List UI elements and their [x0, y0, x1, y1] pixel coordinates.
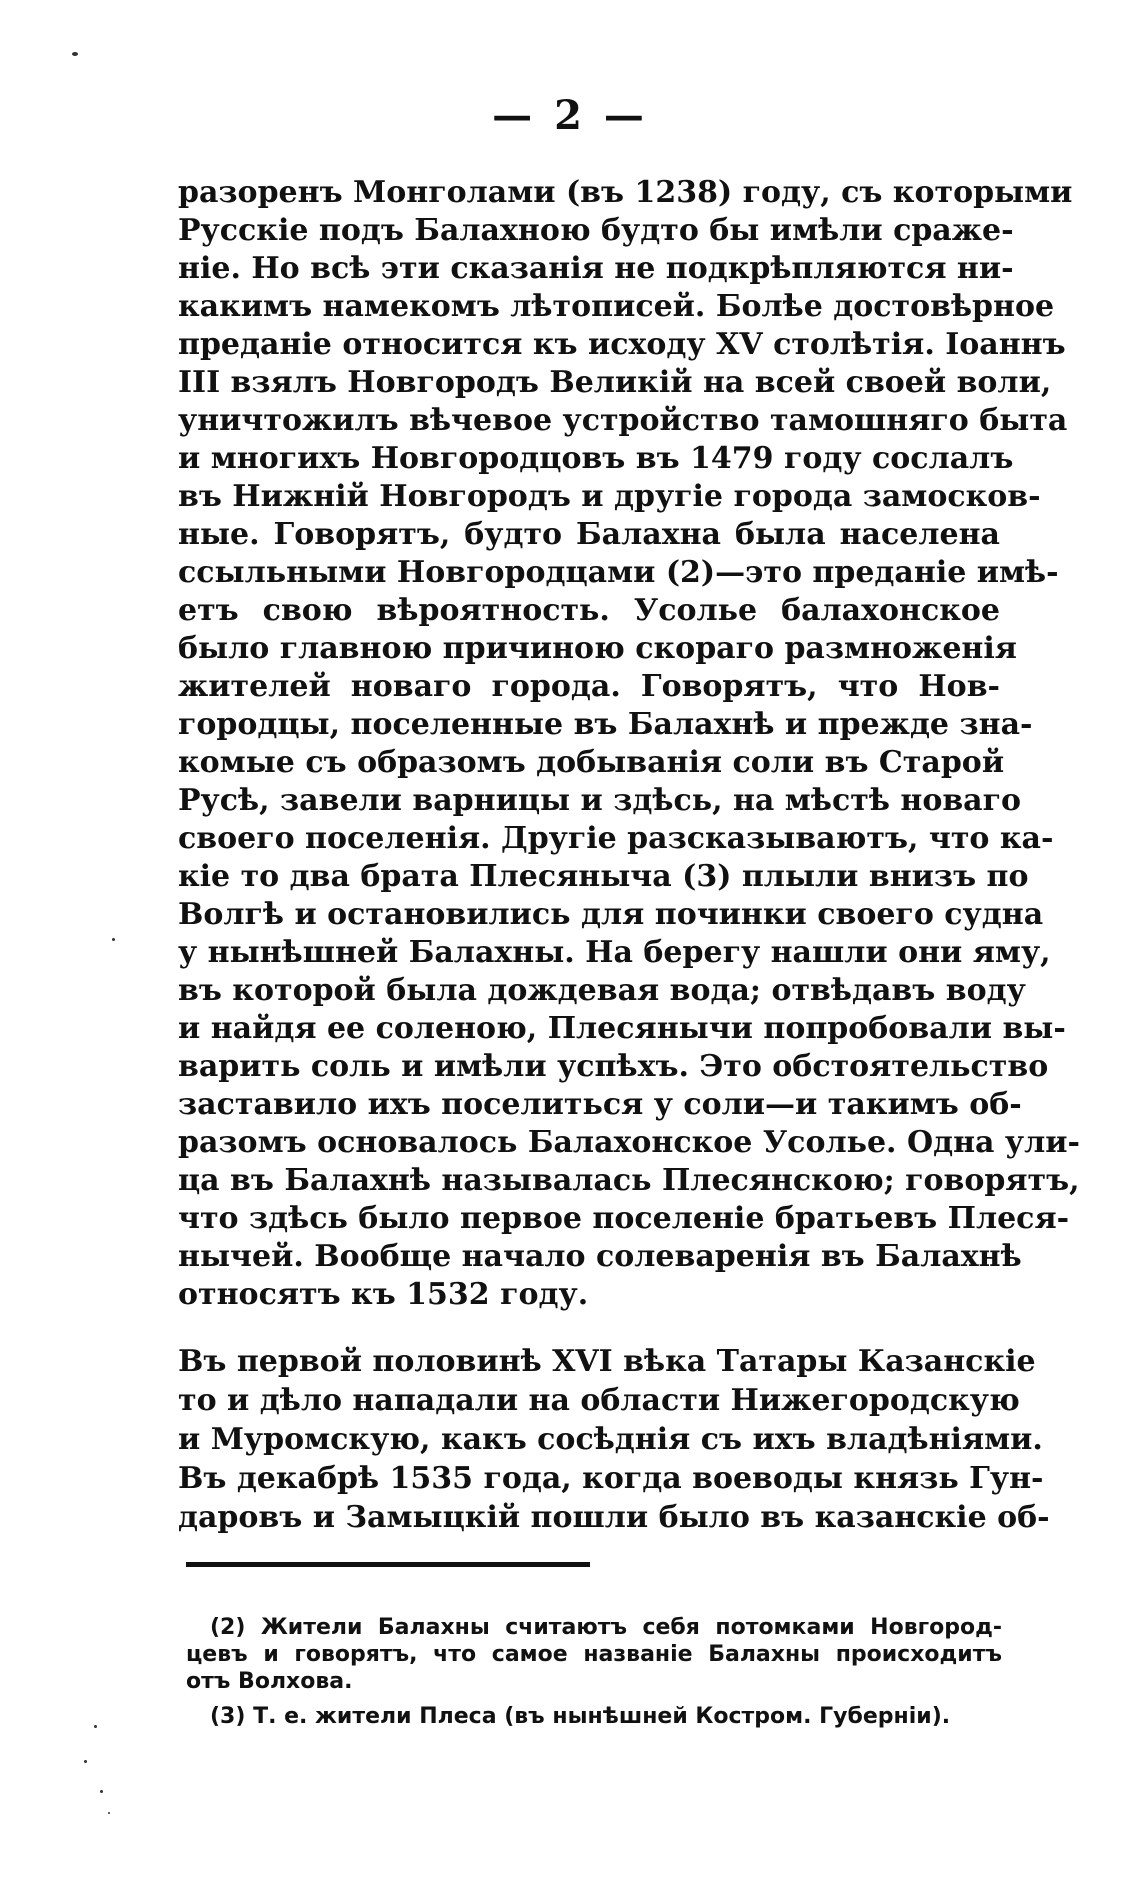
text-line: и многихъ Новгородцовъ въ 1479 году сослалъ [178, 441, 1014, 476]
text-line: даровъ и Замыцкій пошли было въ казанскіе об- [178, 1500, 1050, 1535]
text-line: городцы, поселенные въ Балахнѣ и прежде зна- [178, 707, 1033, 742]
page-speck [84, 1760, 87, 1763]
text-line: въ которой была дождевая вода; отвѣдавъ воду [178, 973, 1026, 1008]
text-line: то и дѣло нападали на области Нижегородскую [178, 1383, 1020, 1418]
text-line: Волгѣ и остановились для починки своего судна [178, 897, 1044, 932]
text-line: въ Нижній Новгородъ и другіе города замосков- [178, 479, 1041, 514]
text-line: комые съ образомъ добыванія соли въ Старой [178, 745, 1005, 780]
page-speck [100, 1790, 103, 1793]
footnote-divider [186, 1562, 590, 1567]
text-line: ные. Говорятъ, будто Балахна была населена [178, 517, 1000, 552]
text-line: Въ декабрѣ 1535 года, когда воеводы князь Гун- [178, 1461, 1044, 1496]
text-line: жителей новаго города. Говорятъ, что Нов- [178, 669, 1000, 704]
text-line: преданіе относится къ исходу XV столѣтія. Іоаннъ [178, 327, 1066, 362]
second-paragraph [178, 1342, 1050, 1537]
text-line: разомъ основалось Балахонское Усолье. Одна ули- [178, 1125, 1080, 1160]
text-line: и найдя ее соленою, Плесянычи попробовали вы- [178, 1011, 1066, 1046]
text-line: и Муромскую, какъ сосѣднія съ ихъ владѣніями. [178, 1422, 1043, 1457]
text-line: разоренъ Монголами (въ 1238) году, съ которыми [178, 175, 1073, 210]
footnote-line: цевъ и говорятъ, что самое названіе Балахны происходитъ [186, 1642, 1002, 1667]
text-line: что здѣсь было первое поселеніе братьевъ Плеся- [178, 1201, 1070, 1236]
footnote-2 [186, 1614, 1002, 1695]
text-line: III взялъ Новгородъ Великій на всей своей воли, [178, 365, 1052, 400]
text-line: ссыльными Новгородцами (2)—это преданіе имѣ- [178, 555, 1059, 590]
text-line: Русскіе подъ Балахною будто бы имѣли сраже- [178, 213, 1014, 248]
text-line: было главною причиною скораго размноженія [178, 631, 1017, 666]
footnote-line: (3) Т. е. жители Плеса (въ нынѣшней Костром. Губерніи). [210, 1704, 951, 1729]
text-line: етъ свою вѣроятность. Усолье балахонское [178, 593, 1000, 628]
footnote-3 [210, 1703, 1002, 1730]
text-line: Въ первой половинѣ XVI вѣка Татары Казанскіе [178, 1344, 1036, 1379]
text-line: Русѣ, завели варницы и здѣсь, на мѣстѣ новаго [178, 783, 1022, 818]
page-number: — 2 — [492, 92, 648, 139]
text-line: ніе. Но всѣ эти сказанія не подкрѣпляются ни- [178, 251, 1014, 286]
text-line: нычей. Вообще начало солеваренія въ Балахнѣ [178, 1239, 1022, 1274]
text-line: ца въ Балахнѣ называлась Плесянскою; говорятъ, [178, 1163, 1080, 1198]
text-line: своего поселенія. Другіе разсказываютъ, что ка- [178, 821, 1054, 856]
main-paragraph [178, 174, 1080, 1314]
text-line: варить соль и имѣли успѣхъ. Это обстоятельство [178, 1049, 1049, 1084]
text-line: какимъ намекомъ лѣтописей. Болѣе достовѣрное [178, 289, 1055, 324]
text-line: заставило ихъ поселиться у соли—и такимъ об- [178, 1087, 1022, 1122]
text-line: уничтожилъ вѣчевое устройство тамошняго быта [178, 403, 1068, 438]
text-line: относятъ къ 1532 году. [178, 1277, 589, 1312]
text-line: у нынѣшней Балахны. На берегу нашли они яму, [178, 935, 1051, 970]
footnotes [186, 1614, 1002, 1730]
page-speck [94, 1725, 97, 1728]
page-speck [112, 938, 115, 941]
footnote-line: (2) Жители Балахны считаютъ себя потомками Новгород- [210, 1615, 1002, 1640]
page-speck [108, 1812, 110, 1814]
footnote-line: отъ Волхова. [186, 1669, 353, 1694]
text-line: кіе то два брата Плесяныча (3) плыли внизъ по [178, 859, 1029, 894]
page-speck [72, 52, 78, 56]
